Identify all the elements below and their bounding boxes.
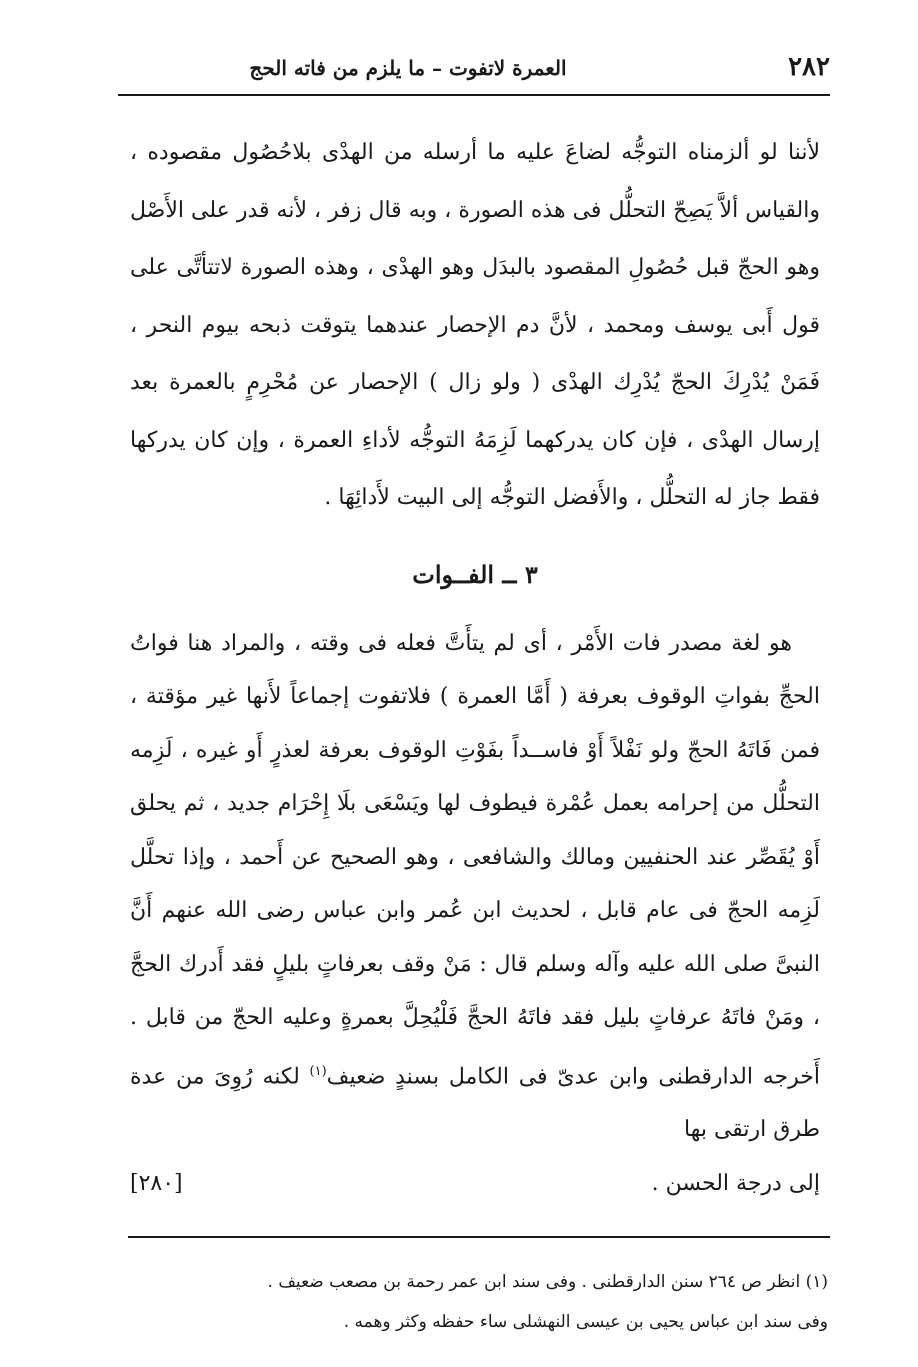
section-heading: ٣ ــ الفــوات (412, 559, 538, 589)
main-text (130, 124, 820, 1210)
margin-reference: [٢٨٠] (130, 1170, 183, 1196)
continuation-paragraph: لأننا لو ألزمناه التوجُّه لضاعَ عليه ما أرسله من الهدْى بلاحُصُول مقصوده ، والقياس ألاَّ يَصِحّ التحلُّل فى هذه الصورة ، وبه قال زفر ، لأنه قدر على الأَصْل وهو الحجّ قبل حُصُولِ المقصود بالبدَل وهو الهدْى ، وهذه الصورة لاتتأتَّى على قول أَبى يوسف ومحمد ، لأنَّ دم الإحصار عندهما يتوقت ذبحه بيوم النحر ، فَمَنْ يُدْرِكَ الحجّ يُدْرِك الهدْى ( ولو زال ) الإحصار عن مُحْرِمٍ بالعمرة بعد إرسال الهدْى ، فإن كان يدركهما لَزِمَهُ التوجُّه لأداءِ العمرة ، وإن كان يدركها فقط جاز له التحلُّل ، والأَفضل التوجُّه إلى البيت لأَدائِهَا . (130, 140, 821, 510)
section-paragraph (130, 617, 820, 1157)
section-paragraph-main: هو لغة مصدر فات الأَمْر ، أى لم يتأَتَّ فعله فى وقته ، والمراد هنا فواتُ الحجِّ بفواتِ الوقوف بعرفة ( أَمَّا العمرة ) فلاتفوت إجماعاً لأَنها غير مؤقتة ، فمن فَاتَهُ الحجّ ولو نَفْلاً أَوْ فاســداً بفَوْتِ الوقوف بعرفة لعذرٍ أَو غيره ، لَزِمه التحلُّل من إحرامه بعمل عُمْرة فيطوف لها ويَسْعَى بلَا إِحْرَام جديد ، ثم يحلق أَوْ يُقَصِّر عند الحنفيين ومالك والشافعى ، وهو الصحيح عن أَحمد ، وإذا تحلَّل لَزِمه الحجّ فى عام قابل ، لحديث ابن عُمر وابن عباس رضى الله عنهم أَنَّ النبىَّ صلى الله عليه وآله وسلم قال : مَنْ وقف بعرفاتٍ بليلٍ فقد أَدرك الحجَّ ، ومَنْ فاتَهُ عرفاتٍ بليل فقد فاتَهُ الحجَّ فَلْيُحِلَّ بعمرةٍ وعليه الحجّ من قابل . أَخرجه الدارقطنى وابن عدىّ فى الكامل بسندٍ ضعيف (130, 630, 820, 1089)
header-divider (118, 94, 830, 96)
page-header (118, 52, 830, 88)
footnotes (128, 1262, 828, 1342)
footnote-divider (128, 1236, 830, 1238)
last-line-text: إلى درجة الحسن . (651, 1170, 820, 1196)
page-number: ٢٨٢ (788, 52, 830, 82)
footnote-marker: (١) (309, 1063, 327, 1079)
running-title: العمرة لاتفوت – ما يلزم من فاته الحج (249, 56, 567, 80)
section-paragraph-tail: لكنه رُوِىَ من عدة طرق ارتقى بها (130, 1063, 820, 1143)
footnote-line-2: وفى سند ابن عباس يحيى بن عيسى النهشلى ساء حفظه وكثر وهمه . (343, 1312, 828, 1332)
footnote-line-1: (١) انظر ص ٢٦٤ سنن الدارقطنى . وفى سند ابن عمر رحمة بن مصعب ضعيف . (267, 1272, 828, 1292)
section-last-line (130, 1157, 820, 1211)
